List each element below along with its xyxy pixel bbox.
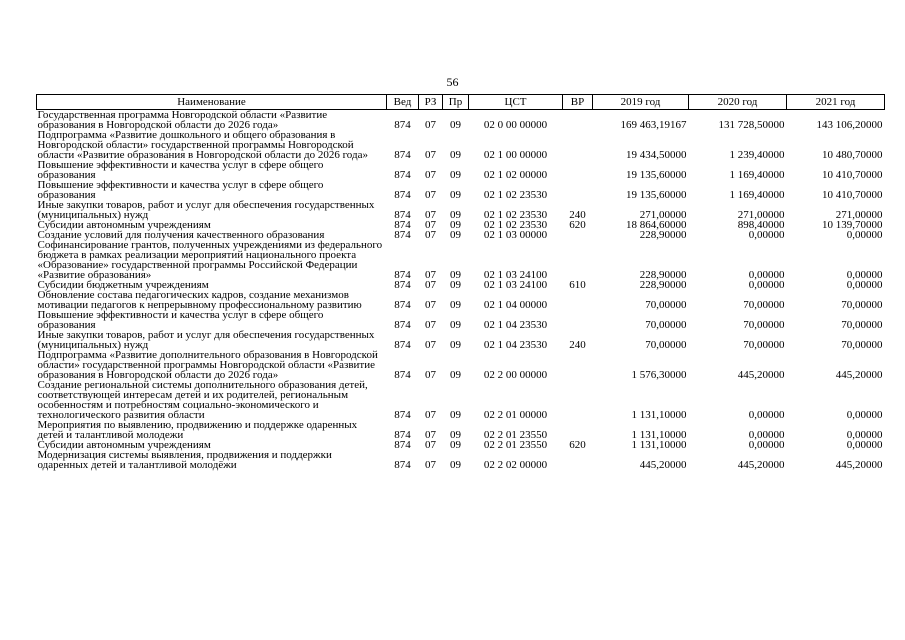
cell-cst: 02 1 03 00000 — [483, 229, 548, 241]
cell-cst: 02 1 03 24100 — [483, 269, 548, 281]
table-row — [37, 310, 885, 330]
cell-rz: 07 — [425, 269, 436, 281]
table-body — [37, 110, 885, 471]
page-number: 56 — [446, 75, 459, 89]
cell-2019: 228,90000 — [639, 229, 687, 241]
cell-vr — [563, 240, 593, 280]
header-name: Наименование — [37, 95, 387, 110]
cell-rz: 07 — [425, 409, 436, 421]
cell-ved: 874 — [394, 339, 411, 351]
header-vr: ВР — [563, 95, 593, 110]
cell-name: Подпрограмма «Развитие дошкольного и общего образования в Новгородской области» государственной программы Новгородской области «Развитие образования в Новгородской области до 2026 года» — [37, 129, 368, 161]
cell-pr: 09 — [450, 339, 461, 351]
cell-vr — [563, 450, 593, 470]
cell-2021: 70,00000 — [841, 319, 883, 331]
table-row — [37, 110, 885, 131]
cell-vr — [563, 290, 593, 310]
header-ved: Вед — [387, 95, 419, 110]
table-row — [37, 160, 885, 180]
cell-name: Повышение эффективности и качества услуг в сфере общего образования — [37, 159, 324, 181]
cell-pr: 09 — [450, 189, 461, 201]
cell-2021: 10 480,70000 — [822, 149, 883, 161]
cell-ved: 874 — [394, 409, 411, 421]
cell-2019: 1 131,10000 — [631, 429, 687, 441]
cell-pr: 09 — [450, 119, 461, 131]
cell-cst: 02 1 04 23530 — [483, 319, 548, 331]
cell-2019: 1 131,10000 — [631, 439, 687, 451]
cell-rz: 07 — [425, 229, 436, 241]
cell-vr: 620 — [569, 219, 586, 231]
cell-pr: 09 — [450, 319, 461, 331]
cell-2020: 445,20000 — [737, 459, 785, 471]
cell-pr: 09 — [450, 229, 461, 241]
cell-rz: 07 — [425, 169, 436, 181]
cell-rz: 07 — [425, 189, 436, 201]
cell-rz: 07 — [425, 209, 436, 221]
cell-pr: 09 — [450, 209, 461, 221]
cell-ved: 874 — [394, 219, 411, 231]
cell-2021: 0,00000 — [846, 409, 883, 421]
cell-2019: 19 135,60000 — [626, 169, 687, 181]
cell-rz: 07 — [425, 299, 436, 311]
cell-name: Повышение эффективности и качества услуг в сфере общего образования — [37, 179, 324, 201]
cell-ved: 874 — [394, 229, 411, 241]
cell-vr — [563, 380, 593, 420]
cell-name: Обновление состава педагогических кадров, создание механизмов мотивации педагогов к непрерывному профессиональному развитию — [37, 289, 362, 311]
cell-2021: 70,00000 — [841, 299, 883, 311]
table-row — [37, 420, 885, 440]
header-rz: РЗ — [419, 95, 443, 110]
cell-cst: 02 2 01 23550 — [483, 429, 548, 441]
cell-rz: 07 — [425, 339, 436, 351]
cell-2021: 445,20000 — [835, 459, 883, 471]
cell-2020: 0,00000 — [748, 279, 785, 291]
cell-2020: 0,00000 — [748, 269, 785, 281]
cell-ved: 874 — [394, 429, 411, 441]
table-row — [37, 330, 885, 350]
header-pr: Пр — [443, 95, 469, 110]
cell-rz: 07 — [425, 439, 436, 451]
cell-ved: 874 — [394, 119, 411, 131]
cell-name: Повышение эффективности и качества услуг в сфере общего образования — [37, 309, 324, 331]
cell-name: Мероприятия по выявлению, продвижению и поддержке одаренных детей и талантливой молодежи — [37, 419, 358, 441]
cell-2020: 0,00000 — [748, 429, 785, 441]
cell-pr: 09 — [450, 429, 461, 441]
cell-vr — [563, 110, 593, 131]
table-row — [37, 240, 885, 280]
cell-cst: 02 1 02 23530 — [483, 219, 548, 231]
cell-ved: 874 — [394, 319, 411, 331]
cell-name: Модернизация системы выявления, продвижения и поддержки одаренных детей и талантливой молодёжи — [37, 449, 332, 471]
cell-2021: 10 139,70000 — [822, 219, 883, 231]
cell-2020: 1 239,40000 — [729, 149, 785, 161]
cell-ved: 874 — [394, 439, 411, 451]
cell-cst: 02 1 03 24100 — [483, 279, 548, 291]
table-row — [37, 450, 885, 470]
table-row — [37, 380, 885, 420]
cell-2019: 1 131,10000 — [631, 409, 687, 421]
cell-2019: 19 135,60000 — [626, 189, 687, 201]
cell-2020: 0,00000 — [748, 439, 785, 451]
table-row — [37, 350, 885, 380]
header-cst: ЦСТ — [469, 95, 563, 110]
cell-vr — [563, 230, 593, 240]
cell-pr: 09 — [450, 279, 461, 291]
cell-2021: 0,00000 — [846, 279, 883, 291]
cell-2020: 445,20000 — [737, 369, 785, 381]
cell-pr: 09 — [450, 169, 461, 181]
cell-cst: 02 2 01 00000 — [483, 409, 548, 421]
cell-2020: 131 728,50000 — [718, 119, 785, 131]
cell-rz: 07 — [425, 459, 436, 471]
table-header-row — [37, 95, 885, 110]
cell-rz: 07 — [425, 279, 436, 291]
cell-2021: 0,00000 — [846, 229, 883, 241]
cell-rz: 07 — [425, 149, 436, 161]
cell-pr: 09 — [450, 299, 461, 311]
cell-ved: 874 — [394, 209, 411, 221]
cell-2021: 0,00000 — [846, 429, 883, 441]
cell-2019: 228,90000 — [639, 279, 687, 291]
cell-pr: 09 — [450, 269, 461, 281]
cell-cst: 02 1 02 00000 — [483, 169, 548, 181]
cell-vr: 610 — [569, 279, 586, 291]
cell-cst: 02 2 01 23550 — [483, 439, 548, 451]
cell-ved: 874 — [394, 279, 411, 291]
cell-name: Государственная программа Новгородской области «Развитие образования в Новгородской области до 2026 года» — [37, 109, 328, 131]
cell-2020: 70,00000 — [743, 319, 785, 331]
cell-name: Субсидии автономным учреждениям — [37, 439, 211, 451]
cell-2020: 1 169,40000 — [729, 169, 785, 181]
cell-vr — [563, 420, 593, 440]
cell-cst: 02 1 02 23530 — [483, 209, 548, 221]
cell-2021: 10 410,70000 — [822, 169, 883, 181]
cell-rz: 07 — [425, 219, 436, 231]
cell-cst: 02 1 02 23530 — [483, 189, 548, 201]
table-row — [37, 180, 885, 200]
cell-2019: 228,90000 — [639, 269, 687, 281]
cell-cst: 02 1 04 23530 — [483, 339, 548, 351]
cell-2019: 445,20000 — [639, 459, 687, 471]
cell-cst: 02 0 00 00000 — [483, 119, 548, 131]
cell-ved: 874 — [394, 269, 411, 281]
table-row — [37, 200, 885, 220]
cell-2019: 70,00000 — [645, 319, 687, 331]
cell-cst: 02 1 00 00000 — [483, 149, 548, 161]
header-2020: 2020 год — [689, 95, 787, 110]
cell-ved: 874 — [394, 189, 411, 201]
cell-2021: 143 106,20000 — [816, 119, 883, 131]
cell-vr: 240 — [569, 339, 586, 351]
cell-ved: 874 — [394, 299, 411, 311]
cell-pr: 09 — [450, 369, 461, 381]
cell-vr: 240 — [569, 209, 586, 221]
cell-2019: 169 463,19167 — [620, 119, 687, 131]
cell-2020: 0,00000 — [748, 229, 785, 241]
cell-ved: 874 — [394, 369, 411, 381]
cell-pr: 09 — [450, 409, 461, 421]
cell-name: Иные закупки товаров, работ и услуг для обеспечения государственных (муниципальных) нужд — [37, 329, 375, 351]
header-2021: 2021 год — [787, 95, 885, 110]
cell-2019: 18 864,60000 — [626, 219, 687, 231]
cell-2021: 445,20000 — [835, 369, 883, 381]
cell-2019: 1 576,30000 — [631, 369, 687, 381]
cell-2019: 70,00000 — [645, 299, 687, 311]
cell-pr: 09 — [450, 439, 461, 451]
table-row — [37, 130, 885, 160]
cell-vr — [563, 310, 593, 330]
cell-rz: 07 — [425, 119, 436, 131]
cell-ved: 874 — [394, 169, 411, 181]
cell-name: Создание региональной системы дополнительного образования детей, соответствующей интересам детей и их родителей, региональным особенностям и потребностям социально-экономического и технологического развития области — [37, 379, 368, 421]
cell-2020: 0,00000 — [748, 409, 785, 421]
cell-rz: 07 — [425, 369, 436, 381]
cell-vr — [563, 130, 593, 160]
cell-vr — [563, 180, 593, 200]
cell-name: Создание условий для получения качественного образования — [37, 229, 325, 241]
cell-pr: 09 — [450, 219, 461, 231]
cell-2021: 10 410,70000 — [822, 189, 883, 201]
cell-name: Иные закупки товаров, работ и услуг для обеспечения государственных (муниципальных) нужд — [37, 199, 375, 221]
cell-vr: 620 — [569, 439, 586, 451]
cell-2019: 70,00000 — [645, 339, 687, 351]
cell-2020: 70,00000 — [743, 299, 785, 311]
cell-2021: 70,00000 — [841, 339, 883, 351]
cell-name: Субсидии бюджетным учреждениям — [37, 279, 209, 291]
cell-ved: 874 — [394, 149, 411, 161]
cell-cst: 02 2 02 00000 — [483, 459, 548, 471]
cell-2019: 271,00000 — [639, 209, 687, 221]
header-2019: 2019 год — [593, 95, 689, 110]
cell-2021: 0,00000 — [846, 439, 883, 451]
cell-name: Подпрограмма «Развитие дополнительного образования в Новгородской области» государственной программы Новгородской области «Развитие образования в Новгородской области до 2026 года» — [37, 349, 378, 381]
cell-2020: 898,40000 — [737, 219, 785, 231]
cell-ved: 874 — [394, 459, 411, 471]
cell-2021: 0,00000 — [846, 269, 883, 281]
cell-vr — [563, 350, 593, 380]
cell-name: Субсидии автономным учреждениям — [37, 219, 211, 231]
budget-table — [36, 94, 885, 470]
cell-2020: 271,00000 — [737, 209, 785, 221]
table-row — [37, 290, 885, 310]
cell-2019: 19 434,50000 — [626, 149, 687, 161]
cell-2020: 70,00000 — [743, 339, 785, 351]
cell-cst: 02 1 04 00000 — [483, 299, 548, 311]
cell-2021: 271,00000 — [835, 209, 883, 221]
cell-cst: 02 2 00 00000 — [483, 369, 548, 381]
cell-rz: 07 — [425, 319, 436, 331]
cell-pr: 09 — [450, 149, 461, 161]
cell-rz: 07 — [425, 429, 436, 441]
cell-2020: 1 169,40000 — [729, 189, 785, 201]
cell-vr — [563, 160, 593, 180]
cell-name: Софинансирование грантов, полученных учреждениями из федерального бюджета в рамках реализации мероприятий национального проекта «Образование» государственной программы Российской Федерации «Развитие образования» — [37, 239, 383, 281]
cell-pr: 09 — [450, 459, 461, 471]
